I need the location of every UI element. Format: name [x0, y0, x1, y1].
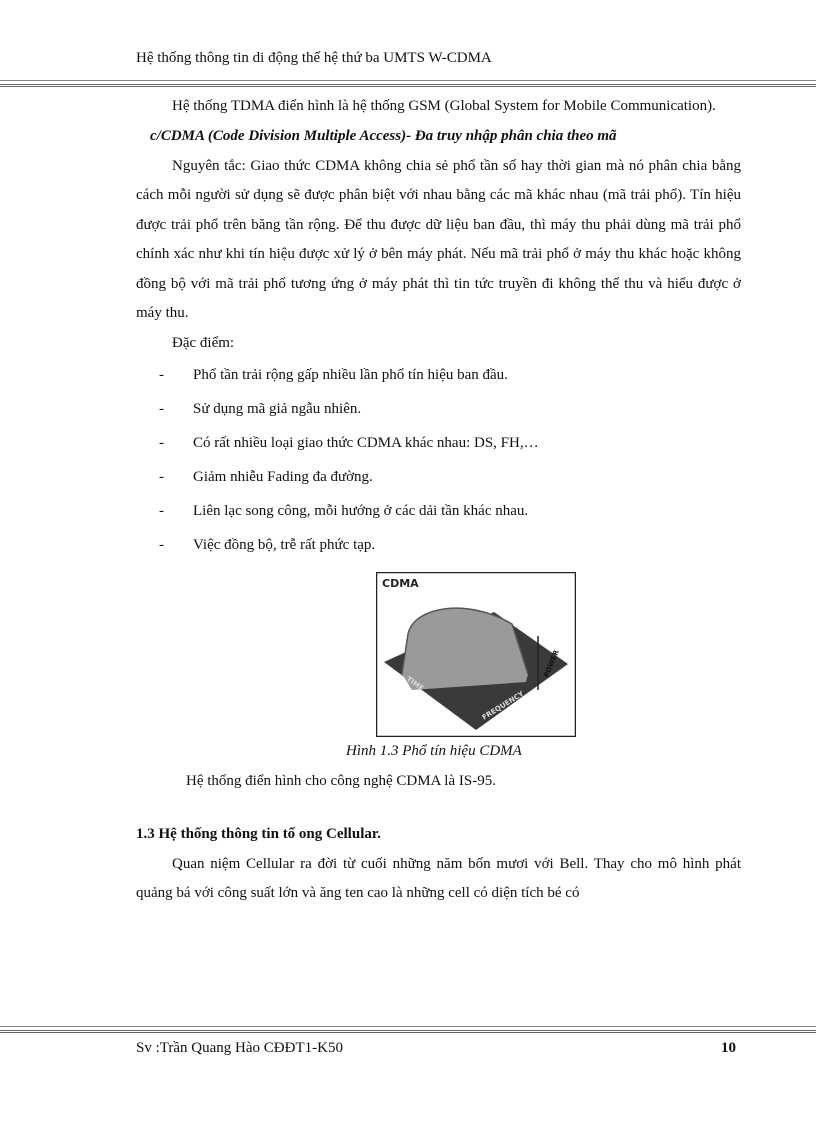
list-item: - Liên lạc song công, mỗi hướng ở các dải tần khác nhau. [136, 494, 741, 528]
features-label: Đặc điểm: [172, 334, 235, 351]
figure-label: CDMA [382, 577, 419, 590]
list-item: - Sử dụng mã giả ngẫu nhiên. [136, 392, 741, 426]
bullet-dash: - [159, 503, 164, 519]
section-heading: 1.3 Hệ thống thông tin tổ ong Cellular. [136, 826, 381, 842]
principle-paragraph: Nguyên tắc: Giao thức CDMA không chia sẻ phổ tần số hay thời gian mà nó phân chia bằng cách mỗi người sử dụng sẽ được phân biệt với nhau bằng các mã khác nhau (mã trải phổ). Tín hiệu được trải phổ trên băng tần rộng. Để thu được dữ liệu ban đầu, thì máy thu phải dùng mã trải phổ chính xác như khi tín hiệu được xử lý ở bên máy phát. Nếu mã trải phổ ở máy thu khác hoặc không đồng bộ với mã trải phổ tương ứng ở máy phát thì tin tức truyền đi không thể thu và hiểu được ở máy thu. [136, 157, 741, 321]
intro-paragraph: Hệ thống TDMA điển hình là hệ thống GSM (Global System for Mobile Communication). [172, 98, 716, 114]
time-axis-label: TIME [404, 675, 426, 693]
features-list [136, 358, 741, 562]
figure-caption: Hình 1.3 Phổ tín hiệu CDMA [346, 743, 522, 759]
bullet-dash: - [159, 401, 164, 417]
list-item: - Phổ tần trải rộng gấp nhiều lần phổ tín hiệu ban đầu. [136, 358, 741, 392]
figure-note: Hệ thống điển hình cho công nghệ CDMA là IS-95. [186, 772, 496, 789]
list-item: - Có rất nhiều loại giao thức CDMA khác nhau: DS, FH,… [136, 426, 741, 460]
bullet-dash: - [159, 435, 164, 451]
footer-rule [0, 1026, 816, 1033]
page-content [136, 92, 741, 909]
power-axis-label: POWER [542, 648, 561, 679]
section-paragraph: Quan niệm Cellular ra đời từ cuối những năm bốn mươi với Bell. Thay cho mô hình phát quảng bá với công suất lớn và ăng ten cao là những cell có diện tích bé có [136, 855, 741, 901]
footer-author: Sv :Trần Quang Hào CĐĐT1-K50 [136, 1040, 343, 1056]
page-footer [136, 1040, 736, 1057]
list-item: - Giảm nhiễu Fading đa đường. [136, 460, 741, 494]
cdma-subheading: c/CDMA (Code Division Multiple Access)- Đa truy nhập phân chia theo mã [150, 128, 617, 144]
cdma-spectrum-figure [376, 572, 576, 737]
bullet-dash: - [159, 469, 164, 485]
bullet-dash: - [159, 537, 164, 553]
header-rule [0, 80, 816, 87]
list-item: - Việc đồng bộ, trễ rất phức tạp. [136, 528, 741, 562]
cdma-spectrum-diagram [376, 572, 576, 737]
bullet-dash: - [159, 367, 164, 383]
page-number: 10 [721, 1040, 736, 1056]
frequency-axis-label: FREQUENCY [480, 689, 526, 722]
page-header: Hệ thống thông tin di động thế hệ thứ ba UMTS W-CDMA [136, 50, 492, 66]
